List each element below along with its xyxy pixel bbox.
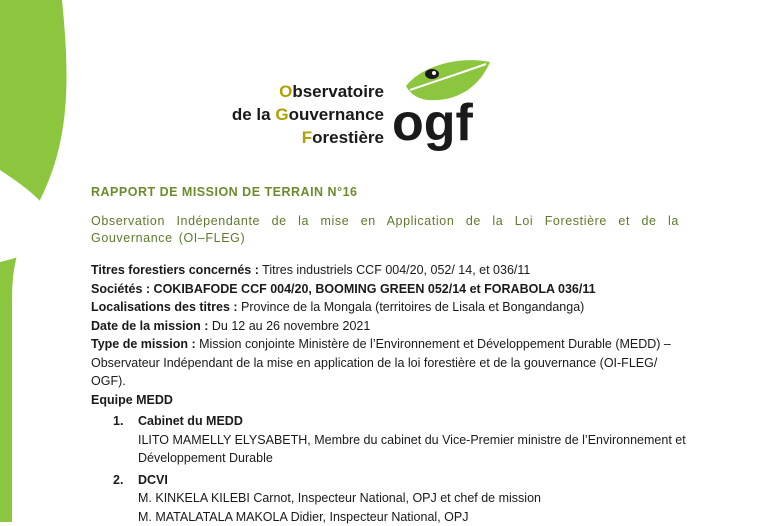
date-row: Date de la mission : Du 12 au 26 novembre 2021 (91, 317, 691, 336)
team-member-line: M. MATALATALA MAKOLA Didier, Inspecteur National, OPJ (138, 508, 691, 526)
logo-line-3: Forestière (232, 126, 384, 149)
report-subtitle: Observation Indépendante de la mise en Application de la Loi Forestière et de la Gouvernance (OI–FLEG) (91, 213, 679, 247)
ogf-leaf-logo-icon (388, 56, 498, 156)
localisation-row: Localisations des titres : Province de la Mongala (territoires de Lisala et Bongandanga) (91, 298, 691, 317)
team-item: 1. Cabinet du MEDD ILITO MAMELLY ELYSABETH, Membre du cabinet du Vice-Premier ministre de l’Environnement et Développement Durable (91, 412, 691, 468)
ogf-logo-wordmark (232, 80, 384, 149)
equipe-heading: Equipe MEDD (91, 391, 691, 410)
svg-text:ogf: ogf (392, 94, 474, 152)
logo-line-1: Observatoire (232, 80, 384, 103)
team-list (91, 412, 691, 526)
team-member-line: M. KINKELA KILEBI Carnot, Inspecteur National, OPJ et chef de mission (138, 489, 691, 508)
mission-details (91, 261, 691, 526)
team-member-line: ILITO MAMELLY ELYSABETH, Membre du cabinet du Vice-Premier ministre de l’Environnement et Développement Durable (138, 433, 686, 466)
type-row: Type de mission : Mission conjointe Ministère de l’Environnement et Développement Durable (MEDD) – Observateur Indépendant de la mise en application de la loi forestière et de la gouvernance (OI-FLEG/ OGF). (91, 335, 691, 391)
societes-row: Sociétés : COKIBAFODE CCF 004/20, BOOMING GREEN 052/14 et FORABOLA 036/11 (91, 280, 691, 299)
logo-line-2: de la Gouvernance (232, 103, 384, 126)
team-item: 2. DCVI M. KINKELA KILEBI Carnot, Inspecteur National, OPJ et chef de mission M. MATALATALA MAKOLA Didier, Inspecteur National, OPJ (91, 471, 691, 526)
titres-row: Titres forestiers concernés : Titres industriels CCF 004/20, 052/ 14, et 036/11 (91, 261, 691, 280)
report-title: RAPPORT DE MISSION DE TERRAIN N°16 (91, 185, 357, 199)
